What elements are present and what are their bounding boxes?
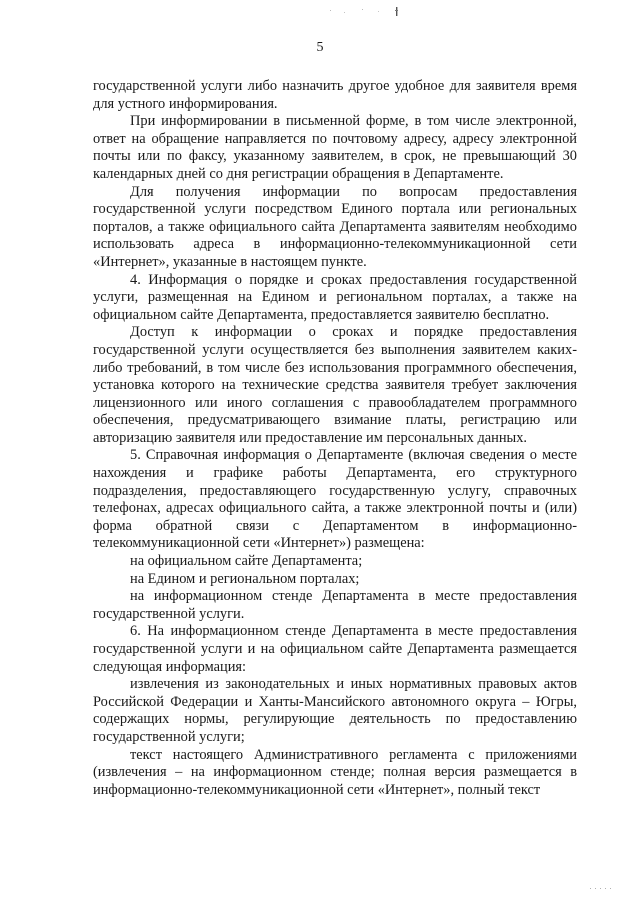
scan-artifact-marks — [330, 6, 430, 18]
list-item-official-site: на официальном сайте Департамента; — [130, 553, 363, 570]
paragraph-continuation: государственной услуги либо назначить другое удобное для заявителя время для устного информирования. — [93, 78, 577, 112]
paragraph-item-4: 4. Информация о порядке и сроках предоставления государственной услуги, размещенная на Едином и региональном порталах, а также на официальном сайте Департамента, предоставляется заявителю бесплатно. — [93, 271, 577, 323]
paragraph-portal-info: Для получения информации по вопросам предоставления государственной услуги посредством Единого портала или региональных порталов, а также официального сайта Департамента заявителям необходимо использовать адреса в информационно-телекоммуникационной сети «Интернет», указанные в настоящем пункте. — [93, 183, 577, 270]
page-number: 5 — [316, 40, 324, 55]
paragraph-access-info: Доступ к информации о сроках и порядке предоставления государственной услуги осуществляется без выполнения заявителем каких-либо требований, в том числе без использования программного обеспечения, установка которого на технические средства заявителя требует заключения лицензионного или иного соглашения с правообладателем программного обеспечения, предусматривающего взимание платы, регистрацию или авторизацию заявителя или предоставление им персональных данных. — [93, 324, 577, 446]
list-item-info-stand: на информационном стенде Департамента в месте предоставления государственной услуги. — [93, 588, 577, 622]
paragraph-item-6: 6. На информационном стенде Департамента в месте предоставления государственной услуги и на официальном сайте Департамента размещается следующая информация: — [93, 623, 577, 675]
list-item-regulation-text: текст настоящего Административного регламента с приложениями (извлечения – на информационном стенде; полная версия размещается в информационно-телекоммуникационной сети «Интернет», полный текст — [93, 746, 577, 798]
paragraph-item-5: 5. Справочная информация о Департаменте (включая сведения о месте нахождения и графике работы Департамента, его структурного подразделения, предоставляющего государственную услугу, справочных телефонах, адресах официального сайта, а также электронной почты и (или) форма обратной связи с Департаментом в информационно-телекоммуникационной сети «Интернет») размещена: — [93, 447, 577, 552]
scan-corner-dots — [590, 885, 620, 891]
list-item-legal-extracts: извлечения из законодательных и иных нормативных правовых актов Российской Федерации и Ханты-Мансийского автономного округа – Югры, содержащих нормы, регулирующие деятельность по предоставлению государственной услуги; — [93, 676, 577, 745]
paragraph-written-informing: При информировании в письменной форме, в том числе электронной, ответ на обращение направляется по почтовому адресу, адресу электронной почты или по факсу, указанному заявителем, в срок, не превышающий 30 календарных дней со дня регистрации обращения в Департаменте. — [93, 113, 577, 182]
document-body — [93, 78, 577, 799]
list-item-portals: на Едином и региональном порталах; — [130, 570, 360, 587]
